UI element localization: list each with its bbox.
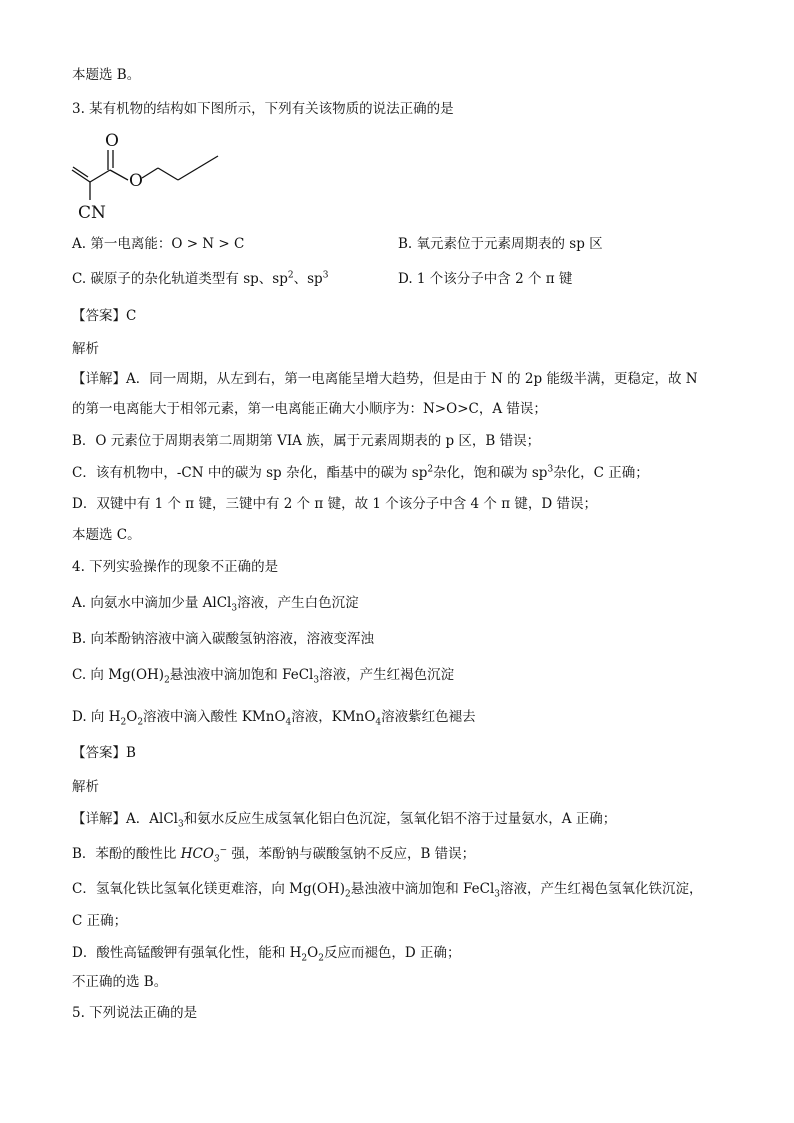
detail-4-line-6: 不正确的选 B。: [72, 974, 168, 990]
option-4a: A. 向氨水中滴加少量 AlCl$_3$溶液，产生白色沉淀: [72, 595, 359, 614]
molecule-structure: [70, 126, 230, 226]
detail-4-line-1: 【详解】A．AlCl$_3$和氨水反应生成氢氧化铝白色沉淀，氢氧化铝不溶于过量氨水，A 正确；: [72, 811, 617, 830]
text-line: 本题选 B。: [72, 67, 141, 83]
detail-4-line-5: D．酸性高锰酸钾有强氧化性，能和 $H_2O_2$反应而褪色，D 正确；: [72, 945, 461, 964]
option-4b: B. 向苯酚钠溶液中滴入碳酸氢钠溶液，溶液变浑浊: [72, 631, 375, 647]
detail-4-line-2: B．苯酚的酸性比 $HCO_3^-$ 强，苯酚钠与碳酸氢钠不反应，B 错误；: [72, 845, 476, 865]
question-3: 3. 某有机物的结构如下图所示，下列有关该物质的说法正确的是: [72, 101, 454, 117]
analysis-4-heading: 解析: [72, 779, 99, 795]
option-4c: C. 向 $Mg(OH)_2$悬浊液中滴加饱和 FeCl$_3$溶液，产生红褐色沉淀: [72, 667, 455, 686]
question-4: 4. 下列实验操作的现象不正确的是: [72, 559, 279, 575]
detail-4-line-4: C 正确；: [72, 913, 128, 929]
text-line: 本题选 C。: [72, 527, 141, 543]
detail-3-line-3: B．O 元素位于周期表第二周期第 VIA 族，属于元素周期表的 p 区，B 错误；: [72, 433, 541, 449]
answer-3: 【答案】C: [72, 308, 137, 324]
detail-3-line-2: 的第一电离能大于相邻元素，第一电离能正确大小顺序为：N>O>C，A 错误；: [72, 401, 547, 417]
detail-3-line-4: C．该有机物中，-CN 中的碳为 sp 杂化，酯基中的碳为 $sp^2$杂化，饱和碳为 $sp^3$杂化，C 正确；: [72, 464, 649, 481]
detail-3-line-1: 【详解】A．同一周期，从左到右，第一电离能呈增大趋势，但是由于 N 的 2p 能级半满，更稳定，故 N: [72, 371, 698, 387]
option-4d: D. 向 $H_2O_2$溶液中滴入酸性 KMnO$_4$溶液，KMnO$_4$溶液紫红色褪去: [72, 709, 476, 728]
detail-3-line-5: D．双键中有 1 个 π 键，三键中有 2 个 π 键，故 1 个该分子中含 4 个 π 键，D 错误；: [72, 496, 597, 512]
question-5: 5. 下列说法正确的是: [72, 1005, 198, 1021]
option-3c: C. 碳原子的杂化轨道类型有 sp、$sp^2$、$sp^3$: [72, 270, 329, 287]
option-3d: D. 1 个该分子中含 2 个 π 键: [398, 271, 573, 287]
option-3a: A. 第一电离能：O > N > C: [72, 236, 245, 252]
answer-4: 【答案】B: [72, 745, 136, 761]
detail-4-line-3: C．氢氧化铁比氢氧化镁更难溶，向 $Mg(OH)_2$悬浊液中滴加饱和 FeCl$_3$溶液，产生红褐色氢氧化铁沉淀，: [72, 881, 703, 900]
ester-oxygen-label: O: [129, 171, 143, 191]
cyano-label: CN: [78, 203, 106, 223]
analysis-3-heading: 解析: [72, 341, 99, 357]
oxygen-label: O: [105, 131, 119, 151]
option-3b: B. 氧元素位于元素周期表的 sp 区: [398, 236, 603, 252]
